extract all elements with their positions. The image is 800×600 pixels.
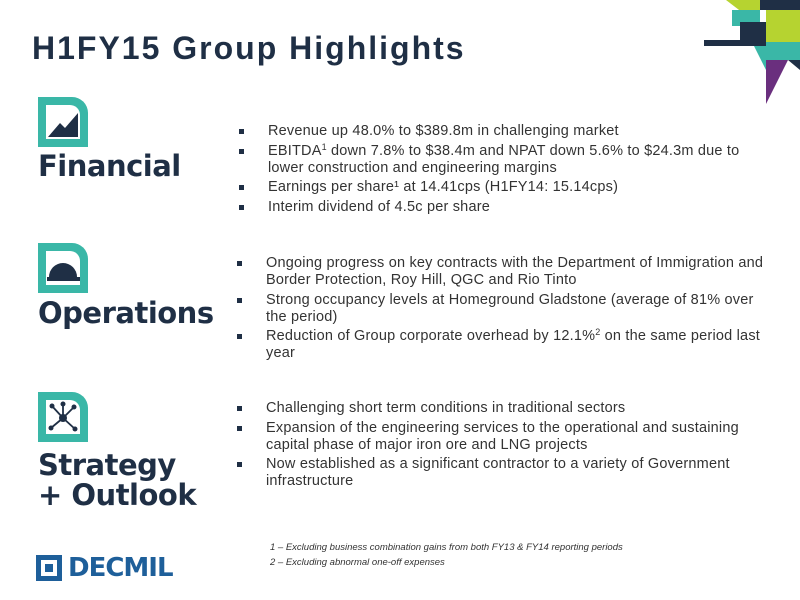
list-item: Revenue up 48.0% to $389.8m in challenging market bbox=[236, 123, 756, 140]
list-item: EBITDA$^1$ down 7.8% to $38.4m and NPAT down 5.6% to $24.3m due to lower construction and engineering margins bbox=[236, 143, 756, 177]
list-item: Challenging short term conditions in traditional sectors bbox=[234, 400, 754, 417]
list-item: Strong occupancy levels at Homeground Gladstone (average of 81% over the period) bbox=[234, 292, 770, 326]
footnote-1: 1 – Excluding business combination gains from both FY13 & FY14 reporting periods bbox=[270, 542, 623, 553]
financial-bullets bbox=[236, 123, 756, 218]
strategy-bullets bbox=[234, 400, 754, 493]
hard-hat-icon bbox=[38, 243, 88, 293]
section-label-operations: Operations bbox=[38, 296, 214, 330]
list-item: Interim dividend of 4.5c per share bbox=[236, 199, 756, 216]
corner-decoration-icon bbox=[704, 0, 800, 104]
operations-bullets bbox=[234, 255, 770, 365]
section-label-strategy-outlook: Strategy + Outlook bbox=[38, 448, 197, 512]
list-item: Reduction of Group corporate overhead by 12.1%$^2$ on the same period last year bbox=[234, 328, 770, 362]
list-item: Now established as a significant contractor to a variety of Government infrastructure bbox=[234, 456, 754, 490]
list-item: Expansion of the engineering services to the operational and sustaining capital phase of major iron ore and LNG projects bbox=[234, 420, 754, 454]
list-item: Earnings per share¹ at 14.41cps (H1FY14: 15.14cps) bbox=[236, 179, 756, 196]
decmil-mark-icon bbox=[36, 555, 62, 581]
brand-name: DECMIL bbox=[68, 553, 173, 583]
chart-growth-icon bbox=[38, 97, 88, 147]
network-icon bbox=[38, 392, 88, 442]
section-label-financial: Financial bbox=[38, 149, 181, 183]
footnotes bbox=[270, 540, 623, 570]
page-title: H1FY15 Group Highlights bbox=[32, 30, 466, 66]
footnote-2: 2 – Excluding abnormal one-off expenses bbox=[270, 557, 445, 568]
list-item: Ongoing progress on key contracts with the Department of Immigration and Border Protection, Roy Hill, QGC and Rio Tinto bbox=[234, 255, 770, 289]
